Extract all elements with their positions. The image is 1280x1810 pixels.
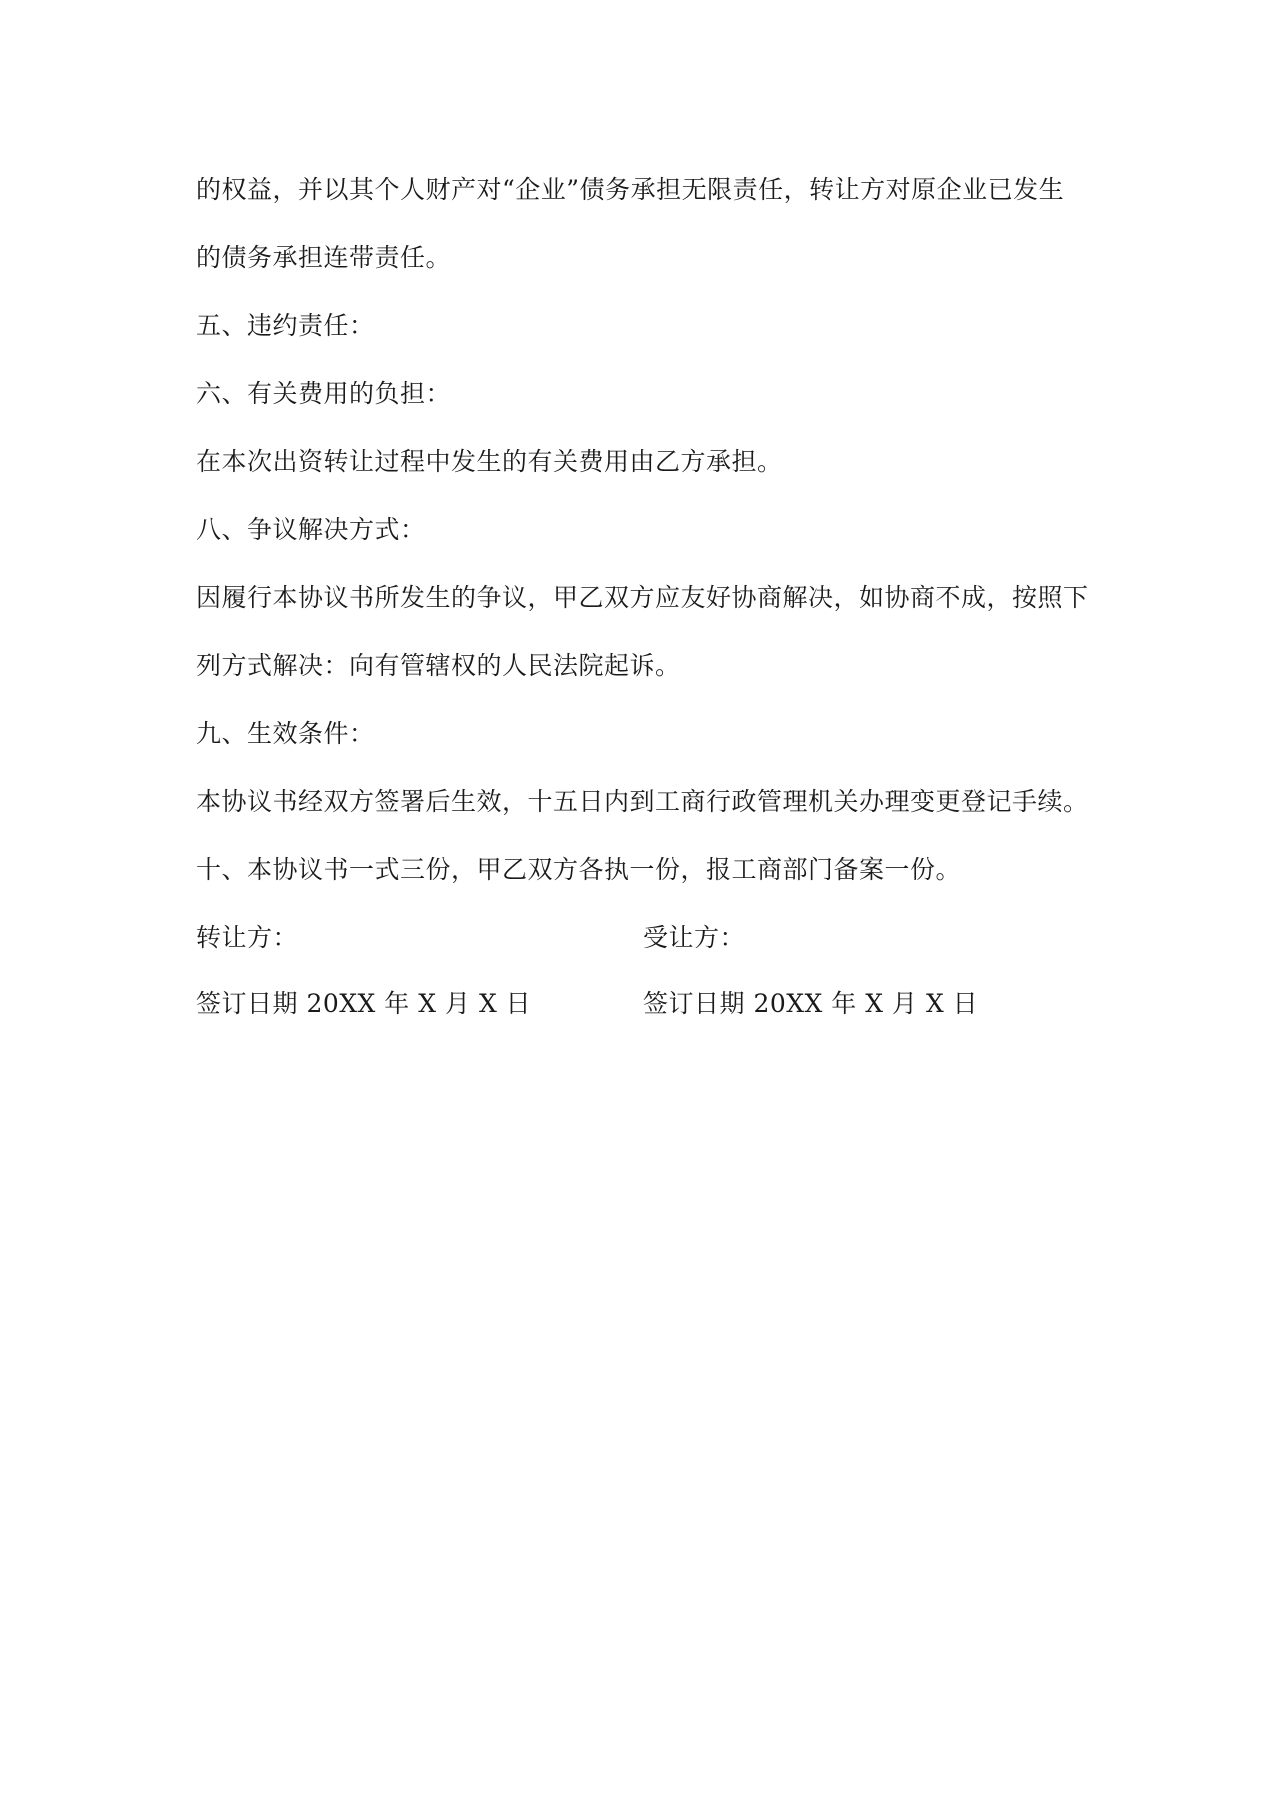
paragraph-line: 的权益，并以其个人财产对“企业”债务承担无限责任，转让方对原企业已发生 xyxy=(196,175,1065,204)
transferee-label: 受让方： xyxy=(643,923,746,952)
paragraph-line: 本协议书经双方签署后生效，十五日内到工商行政管理机关办理变更登记手续。 xyxy=(196,787,1089,816)
transferor-sign-date: 签订日期 20XX 年 X 月 X 日 xyxy=(196,989,532,1018)
paragraph-line: 因履行本协议书所发生的争议，甲乙双方应友好协商解决，如协商不成，按照下 xyxy=(196,583,1089,612)
section-heading-fees: 六、有关费用的负担： xyxy=(196,379,452,408)
transferor-label: 转让方： xyxy=(196,923,299,952)
section-heading-copies: 十、本协议书一式三份，甲乙双方各执一份，报工商部门备案一份。 xyxy=(196,855,962,884)
section-heading-effective: 九、生效条件： xyxy=(196,719,375,748)
paragraph-line: 列方式解决：向有管辖权的人民法院起诉。 xyxy=(196,651,681,680)
paragraph-line: 在本次出资转让过程中发生的有关费用由乙方承担。 xyxy=(196,447,783,476)
section-heading-dispute: 八、争议解决方式： xyxy=(196,515,426,544)
paragraph-line: 的债务承担连带责任。 xyxy=(196,243,452,272)
transferee-sign-date: 签订日期 20XX 年 X 月 X 日 xyxy=(643,989,979,1018)
section-heading-breach: 五、违约责任： xyxy=(196,311,375,340)
